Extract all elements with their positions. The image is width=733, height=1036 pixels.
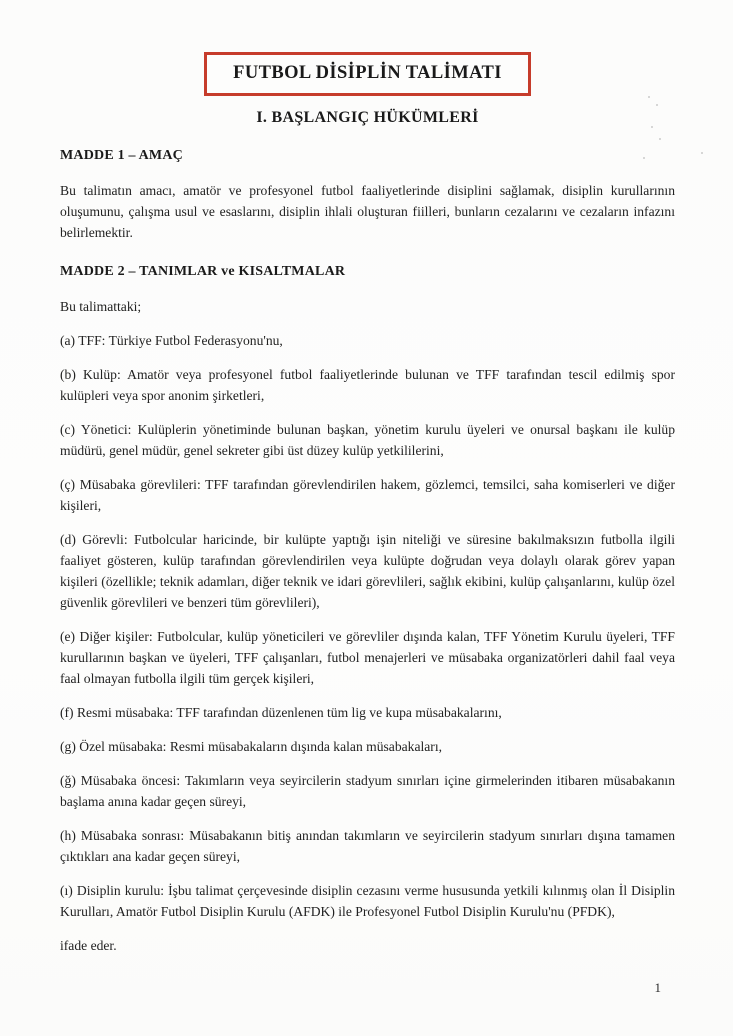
definition-item-d: (d) Görevli: Futbolcular haricinde, bir kulüpte yaptığı işin niteliği ve süresine bakılmaksızın futbolla ilgili faaliyet gösteren, kulüp tarafından görevlendirilen veya kulüpte doğrudan veya dolaylı olarak görev yapan kişileri (özellikle; teknik adamları, diğer teknik ve idari görevlileri, sağlık ekibini, kulüp çalışanlarını, kulüp özel güvenlik görevlileri ve benzeri tüm görevlileri), <box>60 532 675 610</box>
madde-1-heading: MADDE 1 – AMAÇ <box>60 148 183 163</box>
title-box <box>204 52 531 96</box>
scan-speck <box>656 104 658 106</box>
madde-1-body: Bu talimatın amacı, amatör ve profesyonel futbol faaliyetlerinde disiplini sağlamak, disiplin kurullarının oluşumunu, çalışma usul ve esaslarını, disiplin ihlali oluşturan fiilleri, bunların cezalarını ve cezaların infazını belirlemektir. <box>60 183 675 240</box>
definition-item-a: (a) TFF: Türkiye Futbol Federasyonu'nu, <box>60 333 283 348</box>
definition-item-g: (g) Özel müsabaka: Resmi müsabakaların dışında kalan müsabakaları, <box>60 739 443 754</box>
definitions-list <box>60 330 675 922</box>
madde-2-heading: MADDE 2 – TANIMLAR ve KISALTMALAR <box>60 264 346 279</box>
document-title: FUTBOL DİSİPLİN TALİMATI <box>233 63 502 83</box>
article-madde-1 <box>60 148 675 243</box>
definition-item-h: (h) Müsabaka sonrası: Müsabakanın bitiş anından takımların ve seyircilerin stadyum sınırları dışına tamamen çıktıkları ana kadar geçen süreyi, <box>60 828 675 864</box>
definition-item-b: (b) Kulüp: Amatör veya profesyonel futbol faaliyetlerinde bulunan ve TFF tarafından tescil edilmiş spor kulüpleri veya spor anonim şirketleri, <box>60 367 675 403</box>
definition-item-c-cedilla: (ç) Müsabaka görevlileri: TFF tarafından görevlendirilen hakem, gözlemci, temsilci, saha komiserleri ve diğer kişileri, <box>60 477 675 513</box>
scan-speck <box>648 96 650 98</box>
definition-item-f: (f) Resmi müsabaka: TFF tarafından düzenlenen tüm lig ve kupa müsabakalarını, <box>60 705 502 720</box>
title-section <box>60 52 675 96</box>
scan-speck <box>701 152 703 154</box>
madde-2-outro: ifade eder. <box>60 938 117 953</box>
definition-item-e: (e) Diğer kişiler: Futbolcular, kulüp yöneticileri ve görevliler dışında kalan, TFF Yönetim Kurulu üyeleri, TFF kurullarının başkan ve üyeleri, TFF çalışanları, futbol menajerleri ve müsabaka organizatörleri dahil faal veya faal olmayan futbolla ilgili tüm gerçek kişileri, <box>60 629 675 686</box>
scan-speck <box>659 138 661 140</box>
definition-item-g-breve: (ğ) Müsabaka öncesi: Takımların veya seyircilerin stadyum sınırları içine girmelerinden itibaren müsabakanın başlama anına kadar geçen süreyi, <box>60 773 675 809</box>
page-number: 1 <box>654 980 661 995</box>
article-madde-2 <box>60 264 675 956</box>
madde-2-intro: Bu talimattaki; <box>60 299 142 314</box>
part-heading: I. BAŞLANGIÇ HÜKÜMLERİ <box>256 109 479 126</box>
definition-item-c: (c) Yönetici: Kulüplerin yönetiminde bulunan başkan, yönetim kurulu üyeleri ve onursal başkanı ile kulüp müdürü, genel müdür, genel sekreter gibi üst düzey kulüp yetkililerini, <box>60 422 675 458</box>
definition-item-i-dotless: (ı) Disiplin kurulu: İşbu talimat çerçevesinde disiplin cezasını verme hususunda yetkili kılınmış olan İl Disiplin Kurulları, Amatör Futbol Disiplin Kurulu (AFDK) ile Profesyonel Futbol Disiplin Kurulu'nu (PFDK), <box>60 883 675 919</box>
